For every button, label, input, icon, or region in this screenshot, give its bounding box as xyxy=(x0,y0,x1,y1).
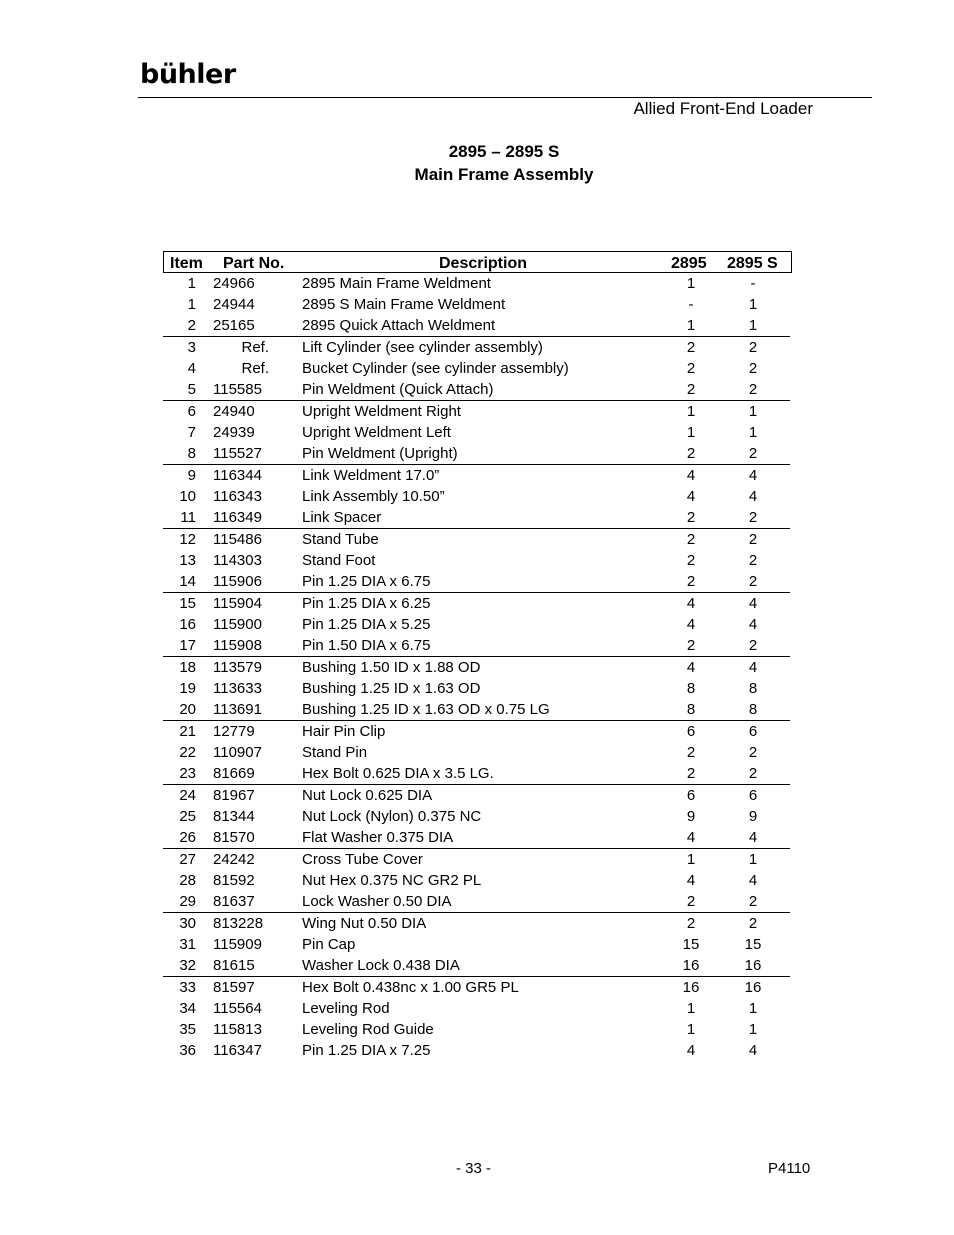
item-number: 30 xyxy=(179,915,196,932)
item-number: 12 xyxy=(179,531,196,548)
table-row xyxy=(163,785,790,806)
qty-2895: 15 xyxy=(682,936,700,953)
part-description: Stand Tube xyxy=(302,531,379,548)
qty-2895: 4 xyxy=(686,659,696,676)
part-number: 114303 xyxy=(213,552,262,569)
part-description: Leveling Rod xyxy=(302,1000,390,1017)
part-description: Stand Foot xyxy=(302,552,376,569)
part-description: Lock Washer 0.50 DIA xyxy=(302,893,452,910)
qty-2895: 1 xyxy=(686,851,696,868)
qty-2895s: 8 xyxy=(748,680,758,697)
row-group xyxy=(163,913,790,977)
part-description: Nut Lock (Nylon) 0.375 NC xyxy=(302,808,482,825)
item-number: 18 xyxy=(179,659,196,676)
qty-2895: 1 xyxy=(686,275,696,292)
item-number: 23 xyxy=(179,765,196,782)
qty-2895: 2 xyxy=(686,573,696,590)
part-number: 81637 xyxy=(213,893,255,910)
qty-2895s: 15 xyxy=(744,936,762,953)
part-description: Flat Washer 0.375 DIA xyxy=(302,829,454,846)
part-number: 113633 xyxy=(213,680,262,697)
qty-2895s: 16 xyxy=(744,979,762,996)
qty-2895: 2 xyxy=(686,893,696,910)
part-description: Hair Pin Clip xyxy=(302,723,386,740)
document-code: P4110 xyxy=(768,1160,811,1177)
qty-2895: 9 xyxy=(686,808,696,825)
qty-2895: 2 xyxy=(686,445,696,462)
part-number: 81570 xyxy=(213,829,255,846)
qty-2895s: 4 xyxy=(748,595,758,612)
table-row xyxy=(163,273,790,294)
part-number: Ref. xyxy=(241,360,269,377)
table-row xyxy=(163,977,790,998)
qty-2895s: 16 xyxy=(744,957,762,974)
part-number: 24940 xyxy=(213,403,255,420)
part-number: 813228 xyxy=(213,915,264,932)
table-row xyxy=(163,913,790,934)
qty-2895: 4 xyxy=(686,872,696,889)
item-number: 11 xyxy=(180,509,196,526)
part-number: 81344 xyxy=(213,808,255,825)
part-number: 12779 xyxy=(213,723,255,740)
part-description: Upright Weldment Right xyxy=(302,403,461,420)
item-number: 9 xyxy=(187,467,196,484)
table-row xyxy=(163,379,790,400)
table-row xyxy=(163,806,790,827)
item-number: 3 xyxy=(187,339,196,356)
part-description: Bushing 1.25 ID x 1.63 OD xyxy=(302,680,481,697)
qty-2895s: 1 xyxy=(748,851,758,868)
part-number: 24966 xyxy=(213,275,255,292)
qty-2895s: 1 xyxy=(748,317,758,334)
row-group xyxy=(163,529,790,593)
table-row xyxy=(163,337,790,358)
row-group xyxy=(163,657,790,721)
part-number: 24939 xyxy=(213,424,255,441)
qty-2895s: 2 xyxy=(748,445,758,462)
table-row xyxy=(163,593,790,614)
part-description: Link Weldment 17.0” xyxy=(302,467,440,484)
row-group xyxy=(163,593,790,657)
part-number: 116349 xyxy=(213,509,262,526)
part-number: 81615 xyxy=(213,957,255,974)
qty-2895s: 8 xyxy=(748,701,758,718)
table-row xyxy=(163,635,790,656)
part-number: 115909 xyxy=(213,936,262,953)
qty-2895s: 2 xyxy=(748,531,758,548)
qty-2895s: 1 xyxy=(748,424,758,441)
item-number: 34 xyxy=(179,1000,196,1017)
qty-2895s: 2 xyxy=(748,552,758,569)
qty-2895: 1 xyxy=(686,317,696,334)
table-row xyxy=(163,721,790,742)
qty-2895: 1 xyxy=(686,1000,696,1017)
qty-2895s: 2 xyxy=(748,744,758,761)
qty-2895s: 2 xyxy=(748,637,758,654)
qty-2895s: 9 xyxy=(748,808,758,825)
table-row xyxy=(163,529,790,550)
qty-2895: 6 xyxy=(686,723,696,740)
part-number: 115904 xyxy=(213,595,262,612)
item-number: 21 xyxy=(179,723,196,740)
part-description: Leveling Rod Guide xyxy=(302,1021,434,1038)
qty-2895s: 2 xyxy=(748,360,758,377)
qty-2895s: 2 xyxy=(748,339,758,356)
table-row xyxy=(163,465,790,486)
part-description: Bushing 1.50 ID x 1.88 OD xyxy=(302,659,481,676)
qty-2895s: 1 xyxy=(748,1000,758,1017)
part-number: 115906 xyxy=(213,573,262,590)
item-number: 24 xyxy=(179,787,196,804)
table-row xyxy=(163,870,790,891)
qty-2895: 4 xyxy=(686,595,696,612)
document-subtitle: Allied Front-End Loader xyxy=(633,99,813,118)
qty-2895: 2 xyxy=(686,744,696,761)
qty-2895: 4 xyxy=(686,829,696,846)
part-number: 116347 xyxy=(213,1042,262,1059)
part-description: Pin Weldment (Upright) xyxy=(302,445,458,462)
qty-2895s: 4 xyxy=(748,488,758,505)
part-description: Pin 1.50 DIA x 6.75 xyxy=(302,637,431,654)
item-number: 7 xyxy=(187,424,196,441)
buhler-logo: bühler xyxy=(140,59,236,90)
qty-2895s: 6 xyxy=(748,723,758,740)
row-group xyxy=(163,273,790,337)
table-row xyxy=(163,571,790,592)
part-description: Upright Weldment Left xyxy=(302,424,451,441)
table-row xyxy=(163,827,790,848)
part-number: 116344 xyxy=(213,467,262,484)
table-row xyxy=(163,422,790,443)
row-group xyxy=(163,465,790,529)
qty-2895: 2 xyxy=(686,531,696,548)
qty-2895: 16 xyxy=(682,957,700,974)
qty-2895s: 4 xyxy=(748,1042,758,1059)
part-number: 25165 xyxy=(213,317,255,334)
part-description: Pin 1.25 DIA x 6.75 xyxy=(302,573,431,590)
item-number: 19 xyxy=(179,680,196,697)
part-number: 81669 xyxy=(213,765,255,782)
qty-2895: 2 xyxy=(686,637,696,654)
table-row xyxy=(163,507,790,528)
qty-2895: 1 xyxy=(686,1021,696,1038)
qty-2895: 8 xyxy=(686,701,696,718)
page-number: - 33 - xyxy=(456,1160,492,1177)
item-number: 31 xyxy=(179,936,196,953)
item-number: 14 xyxy=(179,573,196,590)
table-row xyxy=(163,657,790,678)
item-number: 33 xyxy=(179,979,196,996)
column-header-part-no: Part No. xyxy=(223,255,285,272)
part-description: Nut Hex 0.375 NC GR2 PL xyxy=(302,872,482,889)
part-description: Lift Cylinder (see cylinder assembly) xyxy=(302,339,543,356)
parts-table xyxy=(163,251,792,1061)
qty-2895: 1 xyxy=(686,424,696,441)
qty-2895: 2 xyxy=(686,360,696,377)
qty-2895s: 4 xyxy=(748,829,758,846)
table-row xyxy=(163,443,790,464)
part-number: 24944 xyxy=(213,296,255,313)
part-description: 2895 S Main Frame Weldment xyxy=(302,296,506,313)
part-number: 113691 xyxy=(213,701,262,718)
part-description: Pin 1.25 DIA x 7.25 xyxy=(302,1042,431,1059)
item-number: 26 xyxy=(179,829,196,846)
qty-2895s: 2 xyxy=(748,915,758,932)
part-description: Bucket Cylinder (see cylinder assembly) xyxy=(302,360,569,377)
column-header-description: Description xyxy=(438,255,527,272)
qty-2895s: 2 xyxy=(748,893,758,910)
qty-2895: 6 xyxy=(686,787,696,804)
part-number: 115908 xyxy=(213,637,262,654)
item-number: 36 xyxy=(179,1042,196,1059)
column-header-qty-2895s: 2895 S xyxy=(727,255,778,272)
part-description: Stand Pin xyxy=(302,744,368,761)
qty-2895s: 1 xyxy=(748,1021,758,1038)
column-header-item: Item xyxy=(170,255,203,272)
part-number: 115564 xyxy=(213,1000,262,1017)
table-row xyxy=(163,891,790,912)
item-number: 4 xyxy=(187,360,196,377)
table-row xyxy=(163,699,790,720)
part-number: 81967 xyxy=(213,787,255,804)
item-number: 28 xyxy=(179,872,196,889)
item-number: 16 xyxy=(179,616,196,633)
table-row xyxy=(163,614,790,635)
item-number: 13 xyxy=(179,552,196,569)
part-description: Bushing 1.25 ID x 1.63 OD x 0.75 LG xyxy=(302,701,550,718)
table-row xyxy=(163,401,790,422)
qty-2895: 4 xyxy=(686,1042,696,1059)
part-number: 115486 xyxy=(213,531,262,548)
part-number: 24242 xyxy=(213,851,255,868)
table-body xyxy=(163,273,792,1061)
part-number: 116343 xyxy=(213,488,262,505)
qty-2895s: 2 xyxy=(748,765,758,782)
row-group xyxy=(163,849,790,913)
table-row xyxy=(163,742,790,763)
qty-2895: 16 xyxy=(682,979,700,996)
qty-2895: 2 xyxy=(686,915,696,932)
qty-2895: 2 xyxy=(686,381,696,398)
table-row xyxy=(163,998,790,1019)
part-description: Hex Bolt 0.438nc x 1.00 GR5 PL xyxy=(302,979,519,996)
row-group xyxy=(163,401,790,465)
part-number: Ref. xyxy=(241,339,269,356)
qty-2895: - xyxy=(688,296,694,313)
table-header xyxy=(163,251,792,273)
qty-2895: 8 xyxy=(686,680,696,697)
table-row xyxy=(163,678,790,699)
title-assembly-name: Main Frame Assembly xyxy=(414,164,594,184)
item-number: 1 xyxy=(187,275,196,292)
part-description: Link Assembly 10.50” xyxy=(302,488,445,505)
row-group xyxy=(163,721,790,785)
part-number: 115813 xyxy=(213,1021,262,1038)
part-description: Pin Weldment (Quick Attach) xyxy=(302,381,494,398)
row-group xyxy=(163,785,790,849)
part-number: 81597 xyxy=(213,979,255,996)
qty-2895s: 4 xyxy=(748,616,758,633)
qty-2895s: - xyxy=(750,275,756,292)
part-description: Pin Cap xyxy=(302,936,356,953)
row-group xyxy=(163,977,790,1061)
item-number: 8 xyxy=(187,445,196,462)
table-row xyxy=(163,1040,790,1061)
part-description: Hex Bolt 0.625 DIA x 3.5 LG. xyxy=(302,765,494,782)
row-group xyxy=(163,337,790,401)
item-number: 1 xyxy=(187,296,196,313)
item-number: 20 xyxy=(179,701,196,718)
qty-2895: 4 xyxy=(686,467,696,484)
part-description: 2895 Quick Attach Weldment xyxy=(302,317,496,334)
table-row xyxy=(163,849,790,870)
part-description: Wing Nut 0.50 DIA xyxy=(302,915,427,932)
part-number: 115900 xyxy=(213,616,262,633)
part-description: 2895 Main Frame Weldment xyxy=(302,275,491,292)
table-row xyxy=(163,315,790,336)
item-number: 6 xyxy=(187,403,196,420)
qty-2895: 2 xyxy=(686,509,696,526)
item-number: 5 xyxy=(187,381,196,398)
item-number: 25 xyxy=(179,808,196,825)
item-number: 2 xyxy=(187,317,196,334)
part-description: Link Spacer xyxy=(302,509,382,526)
qty-2895s: 2 xyxy=(748,509,758,526)
item-number: 22 xyxy=(179,744,196,761)
qty-2895: 4 xyxy=(686,616,696,633)
item-number: 29 xyxy=(179,893,196,910)
title-model-numbers: 2895 – 2895 S xyxy=(448,142,560,161)
table-row xyxy=(163,1019,790,1040)
part-description: Washer Lock 0.438 DIA xyxy=(302,957,460,974)
qty-2895: 2 xyxy=(686,765,696,782)
column-header-qty-2895: 2895 xyxy=(671,255,707,272)
table-row xyxy=(163,763,790,784)
table-row xyxy=(163,358,790,379)
part-number: 81592 xyxy=(213,872,255,889)
qty-2895s: 2 xyxy=(748,573,758,590)
item-number: 15 xyxy=(179,595,196,612)
part-description: Cross Tube Cover xyxy=(302,851,423,868)
qty-2895: 2 xyxy=(686,552,696,569)
qty-2895: 4 xyxy=(686,488,696,505)
item-number: 27 xyxy=(179,851,196,868)
table-row xyxy=(163,550,790,571)
table-row xyxy=(163,955,790,976)
part-number: 113579 xyxy=(213,659,262,676)
part-number: 115527 xyxy=(213,445,262,462)
table-row xyxy=(163,934,790,955)
qty-2895s: 6 xyxy=(748,787,758,804)
qty-2895s: 4 xyxy=(748,872,758,889)
item-number: 32 xyxy=(179,957,196,974)
qty-2895: 2 xyxy=(686,339,696,356)
item-number: 10 xyxy=(179,488,196,505)
part-description: Nut Lock 0.625 DIA xyxy=(302,787,433,804)
qty-2895: 1 xyxy=(686,403,696,420)
part-description: Pin 1.25 DIA x 6.25 xyxy=(302,595,431,612)
table-row xyxy=(163,486,790,507)
qty-2895s: 4 xyxy=(748,659,758,676)
qty-2895s: 4 xyxy=(748,467,758,484)
part-number: 110907 xyxy=(213,744,262,761)
table-row xyxy=(163,294,790,315)
qty-2895s: 2 xyxy=(748,381,758,398)
item-number: 17 xyxy=(179,637,196,654)
part-description: Pin 1.25 DIA x 5.25 xyxy=(302,616,431,633)
part-number: 115585 xyxy=(213,381,262,398)
page-title xyxy=(304,141,704,186)
qty-2895s: 1 xyxy=(748,296,758,313)
qty-2895s: 1 xyxy=(748,403,758,420)
item-number: 35 xyxy=(179,1021,196,1038)
